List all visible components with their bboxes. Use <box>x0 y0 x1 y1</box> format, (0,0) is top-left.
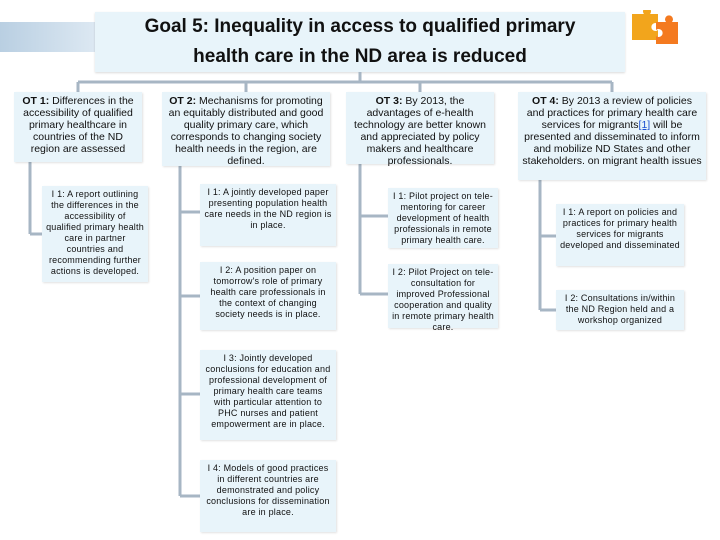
objective-text: Differences in the accessibility of qualified primary healthcare in countries of the ND region are assessed <box>23 95 134 155</box>
indicator-text: I 1: A jointly developed paper presenting population health care needs in the ND region is in place. <box>204 187 332 230</box>
objective-box-ot2 <box>162 92 330 166</box>
objective-box-ot1 <box>14 92 142 162</box>
objective-text: Mechanisms for promoting an equitably distributed and good quality primary care, which corresponds to changing society health needs in the region, are defined. <box>168 95 324 167</box>
indicator-box-ot4-i2 <box>556 290 684 330</box>
indicator-box-ot2-i3 <box>200 350 336 440</box>
indicator-box-ot2-i4 <box>200 460 336 532</box>
indicator-box-ot2-i2 <box>200 262 336 330</box>
indicator-text: I 2: Pilot Project on tele-consultation for improved Professional cooperation and quality in remote primary health care. <box>392 267 494 332</box>
indicator-text: I 4: Models of good practices in different countries are demonstrated and policy conclusions for dissemination are in place. <box>206 463 330 517</box>
objective-prefix: OT 2: <box>169 95 197 107</box>
objective-prefix: OT 4: <box>532 95 559 107</box>
indicator-text: I 1: A report outlining the differences in the accessibility of qualified primary health care in partner countries and recommending further actions is developed. <box>46 189 144 276</box>
indicator-text: I 2: Consultations in/within the ND Region held and a workshop organized <box>564 293 676 325</box>
indicator-text: I 2: A position paper on tomorrow's role of primary health care professionals in the context of changing society needs is in place. <box>210 265 326 319</box>
objective-box-ot3 <box>346 92 494 167</box>
objective-text-after-ref: will be presented and disseminated to inform and mobilize ND States and other stakeholders. on migrant health issues <box>522 119 702 167</box>
indicator-text: I 1: A report on policies and practices for primary health services for migrants developed and disseminated <box>560 207 680 250</box>
indicator-text: I 1: Pilot project on tele-mentoring for career development of health professionals in remote primary health care. <box>393 191 493 245</box>
indicator-text: I 3: Jointly developed conclusions for education and professional development of primary health care teams with particular attention to PHC nurses and patient empowerment are in place. <box>205 353 331 429</box>
objective-box-ot4 <box>518 92 706 180</box>
objective-prefix: OT 1: <box>22 95 50 107</box>
objective-prefix: OT 3: <box>375 95 403 107</box>
objective-text-before-ref: By 2013 a review of policies and practices for primary health care services for migrants <box>526 95 698 131</box>
indicator-box-ot2-i1 <box>200 184 336 246</box>
title-line-2: health care in the ND area is reduced <box>193 46 527 67</box>
indicator-box-ot3-i2 <box>388 264 498 332</box>
indicator-box-ot1-i1 <box>42 186 148 282</box>
objective-text: By 2013, the advantages of e-health technology are better known and appreciated by policy makers and healthcare professionals. <box>354 95 486 167</box>
indicator-box-ot3-i1 <box>388 188 498 248</box>
title-line-1: Goal 5: Inequality in access to qualified primary <box>144 16 576 37</box>
indicator-box-ot4-i1 <box>556 204 684 266</box>
footnote-ref-link[interactable]: [1] <box>638 119 651 131</box>
